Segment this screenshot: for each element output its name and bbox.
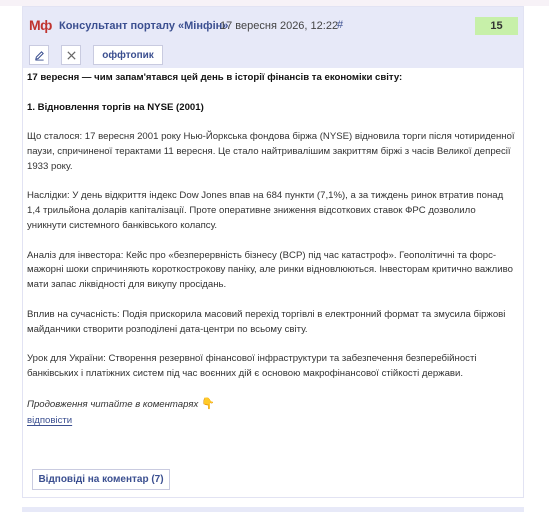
continue-note (27, 397, 517, 413)
paragraph-consequences: Наслідки: У день відкриття індекс Dow Jones впав на 684 пункти (7,1%), а за тиждень ринок втратив понад 1,4 трильйона доларів капіталізації. Проте оперативне зниження відсоткових ставок ФРС дозволило уникнути системного банківського колапсу. (27, 190, 504, 231)
paragraph-ukraine-lesson: Урок для України: Створення резервної фінансової інфраструктури та забезпечення безперебійності банківських і платіжних систем під час воєнних дій є основою макрофінансової стійкості держави. (27, 353, 477, 379)
comment-header (23, 7, 523, 68)
paragraph-modern-impact: Вплив на сучасність: Подія прискорила масовий перехід торгівлі в електронний формат та змусила біржові майданчики створити розподілені дата-центри по всьому світу. (27, 308, 506, 335)
continue-text: Продовження читайте в коментарях (27, 398, 199, 410)
paragraph-investor-analysis: Аналіз для інвестора: Кейс про «безперервність бізнесу (BCP) під час катастроф». Геополітичні та форс-мажорні шоки спричиняють короткострокову паніку, але ринки відновлюються. Інвесторам критично важливо мати запас ліквідності для викупу просідань. (27, 249, 513, 291)
minfin-logo: Мф (29, 17, 52, 33)
next-comment-header (22, 507, 524, 512)
delete-button[interactable] (61, 45, 81, 65)
pointing-hand-icon: 👇 (200, 397, 215, 410)
paragraph-what-happened: Що сталося: 17 вересня 2001 року Нью-Йоркська фондова біржа (NYSE) відновила торги після чотириденної паузи, спричиненої терактами 11 вересня. Це стало найтривалішим закриттям біржі з часів Великої депресії 1933 року. (27, 131, 515, 172)
offtopic-button[interactable]: оффтопик (93, 45, 163, 65)
post-title: 17 вересня — чим запам'ятався цей день в історії фінансів та економіки світу: (27, 72, 403, 83)
comment-timestamp: 17 вересня 2026, 12:22 (220, 20, 339, 32)
permalink-hash[interactable]: # (337, 19, 344, 31)
comment-card (22, 6, 524, 498)
edit-button[interactable] (29, 45, 49, 65)
comment-body (27, 71, 517, 429)
section-heading: 1. Відновлення торгів на NYSE (2001) (27, 101, 204, 113)
replies-button[interactable]: Відповіді на коментар (7) (32, 469, 170, 490)
author-name[interactable]: Консультант порталу «Мінфін» (59, 20, 229, 32)
pencil-icon (34, 50, 45, 61)
close-icon (66, 50, 77, 61)
rating-badge[interactable]: 15 (475, 17, 518, 35)
reply-link[interactable]: відповісти (27, 415, 73, 427)
